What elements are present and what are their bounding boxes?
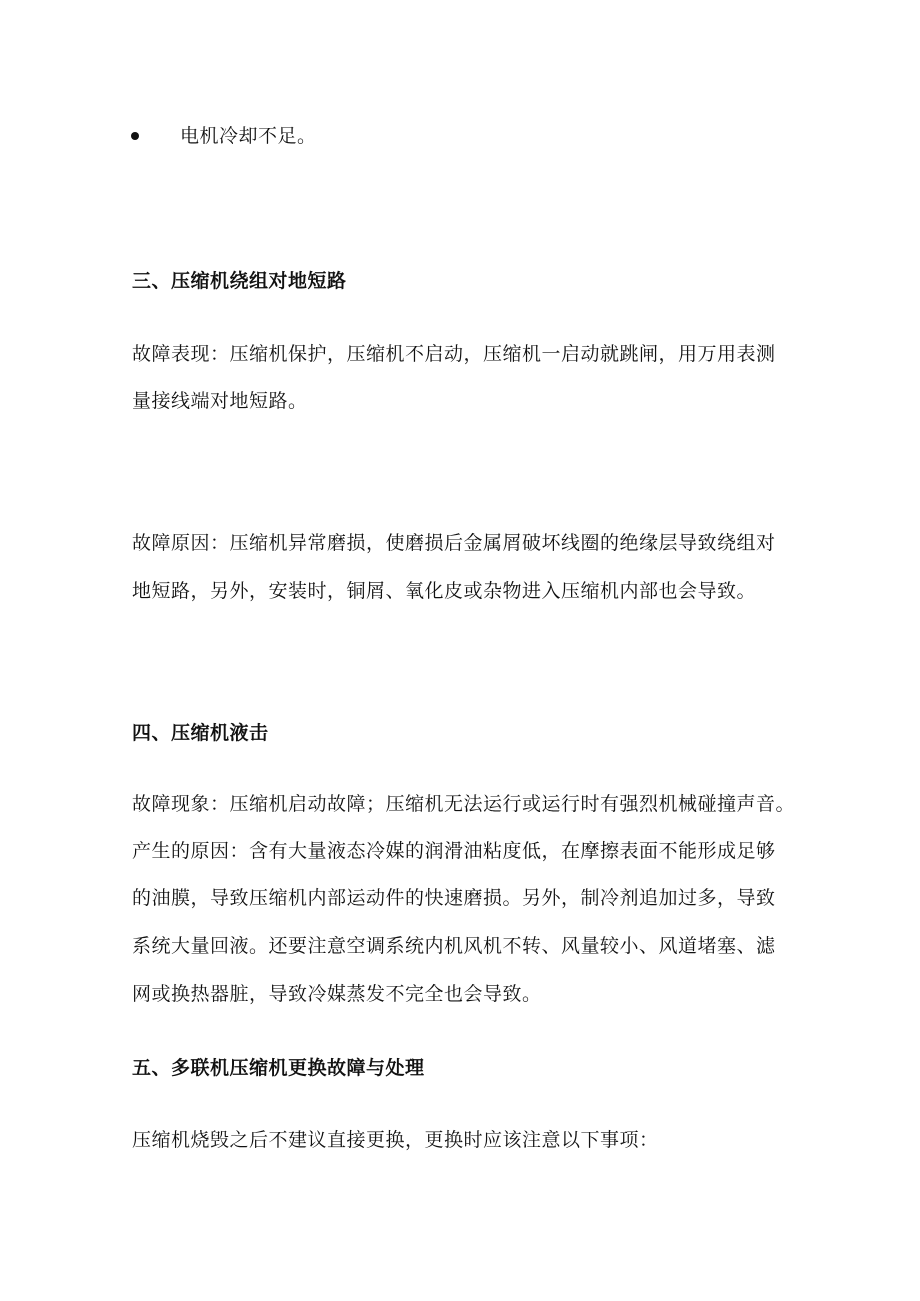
section-4-line-4: 系统大量回液。还要注意空调系统内机风机不转、风量较小、风道堵塞、滤 (132, 935, 776, 957)
section-4-line-5: 网或换热器脏，导致冷媒蒸发不完全也会导致。 (132, 983, 542, 1005)
section-3-heading: 三、压缩机绕组对地短路 (132, 270, 347, 292)
section-5-line-1: 压缩机烧毁之后不建议直接更换，更换时应该注意以下事项： (132, 1129, 659, 1151)
section-3-cause-line-2: 地短路，另外，安装时，铜屑、氧化皮或杂物进入压缩机内部也会导致。 (132, 580, 757, 602)
section-4-line-3: 的油膜，导致压缩机内部运动件的快速磨损。另外，制冷剂追加过多，导致 (132, 887, 776, 909)
section-4-line-1: 故障现象：压缩机启动故障；压缩机无法运行或运行时有强烈机械碰撞声音。 (132, 793, 796, 815)
section-3-symptom-line-1: 故障表现：压缩机保护，压缩机不启动，压缩机一启动就跳闸，用万用表测 (132, 343, 776, 365)
section-5-heading: 五、多联机压缩机更换故障与处理 (132, 1057, 425, 1079)
section-3-symptom-line-2: 量接线端对地短路。 (132, 390, 308, 412)
bullet-icon (131, 132, 139, 140)
section-3-cause-line-1: 故障原因：压缩机异常磨损，使磨损后金属屑破坏线圈的绝缘层导致绕组对 (132, 532, 776, 554)
section-4-heading: 四、压缩机液击 (132, 722, 269, 744)
bullet-item-text: 电机冷却不足。 (180, 125, 317, 147)
section-4-line-2: 产生的原因：含有大量液态冷媒的润滑油粘度低，在摩擦表面不能形成足够 (132, 840, 776, 862)
